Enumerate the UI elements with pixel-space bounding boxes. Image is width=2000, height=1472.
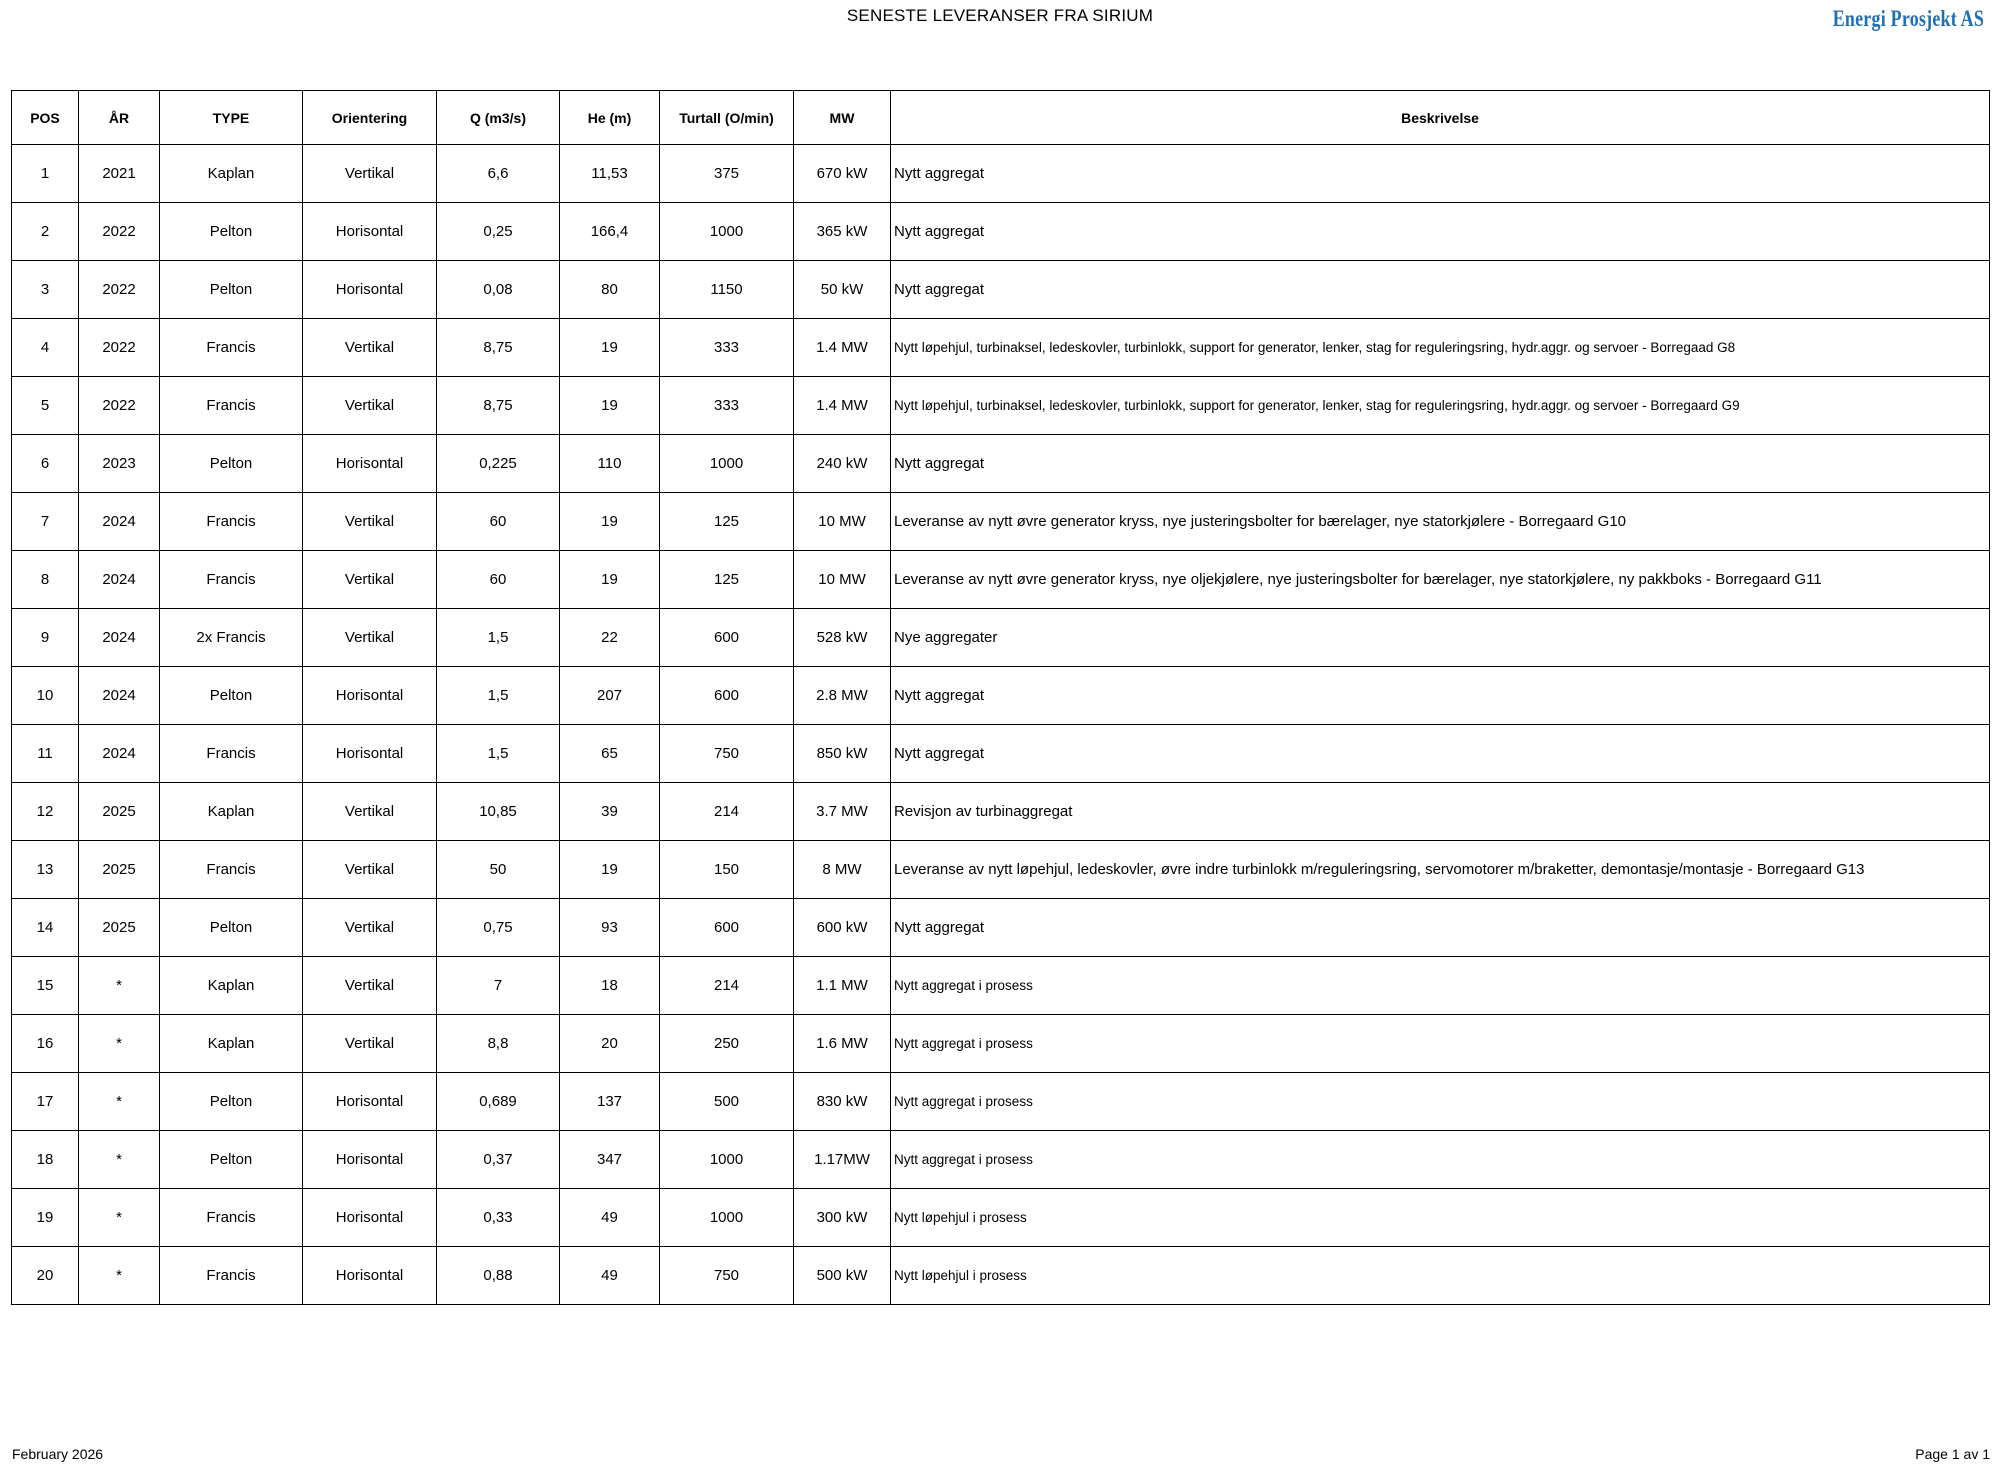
cell-pos: 10 — [12, 667, 79, 725]
cell-head: 19 — [560, 493, 660, 551]
cell-power: 240 kW — [794, 435, 891, 493]
table-row — [12, 899, 1990, 957]
cell-head: 11,53 — [560, 145, 660, 203]
cell-type: Pelton — [160, 203, 303, 261]
cell-power: 850 kW — [794, 725, 891, 783]
cell-flow: 60 — [437, 493, 560, 551]
table-row — [12, 1073, 1990, 1131]
cell-flow: 0,88 — [437, 1247, 560, 1305]
cell-power: 365 kW — [794, 203, 891, 261]
cell-head: 80 — [560, 261, 660, 319]
cell-pos: 19 — [12, 1189, 79, 1247]
cell-speed: 600 — [660, 667, 794, 725]
table-body — [12, 145, 1990, 1305]
column-header-power: MW — [794, 91, 891, 145]
cell-description: Nytt aggregat i prosess — [891, 1131, 1990, 1189]
cell-year: 2023 — [79, 435, 160, 493]
cell-type: Kaplan — [160, 783, 303, 841]
cell-type: Francis — [160, 377, 303, 435]
cell-power: 830 kW — [794, 1073, 891, 1131]
cell-speed: 125 — [660, 551, 794, 609]
cell-flow: 1,5 — [437, 725, 560, 783]
cell-orientation: Vertikal — [303, 609, 437, 667]
cell-year: * — [79, 1189, 160, 1247]
cell-description: Nytt aggregat i prosess — [891, 1073, 1990, 1131]
cell-type: Pelton — [160, 1073, 303, 1131]
cell-type: Francis — [160, 1189, 303, 1247]
cell-head: 19 — [560, 841, 660, 899]
cell-orientation: Vertikal — [303, 493, 437, 551]
cell-head: 207 — [560, 667, 660, 725]
cell-orientation: Horisontal — [303, 725, 437, 783]
cell-head: 166,4 — [560, 203, 660, 261]
cell-year: 2025 — [79, 783, 160, 841]
column-header-pos: POS — [12, 91, 79, 145]
cell-year: 2024 — [79, 667, 160, 725]
column-header-speed: Turtall (O/min) — [660, 91, 794, 145]
cell-head: 18 — [560, 957, 660, 1015]
cell-power: 1.4 MW — [794, 377, 891, 435]
deliveries-table — [11, 90, 1990, 1305]
cell-power: 528 kW — [794, 609, 891, 667]
cell-speed: 250 — [660, 1015, 794, 1073]
cell-flow: 7 — [437, 957, 560, 1015]
cell-description: Leveranse av nytt øvre generator kryss, nye justeringsbolter for bærelager, nye statorkjølere - Borregaard G10 — [891, 493, 1990, 551]
cell-description: Nytt aggregat i prosess — [891, 957, 1990, 1015]
cell-type: Pelton — [160, 667, 303, 725]
column-header-description: Beskrivelse — [891, 91, 1990, 145]
table-row — [12, 203, 1990, 261]
cell-head: 19 — [560, 319, 660, 377]
cell-year: * — [79, 1015, 160, 1073]
table-row — [12, 377, 1990, 435]
cell-flow: 60 — [437, 551, 560, 609]
cell-orientation: Horisontal — [303, 261, 437, 319]
table-row — [12, 1189, 1990, 1247]
cell-head: 19 — [560, 551, 660, 609]
cell-type: Kaplan — [160, 957, 303, 1015]
cell-year: * — [79, 1247, 160, 1305]
cell-year: 2024 — [79, 609, 160, 667]
cell-speed: 333 — [660, 377, 794, 435]
cell-type: Francis — [160, 551, 303, 609]
cell-orientation: Vertikal — [303, 145, 437, 203]
cell-flow: 0,75 — [437, 899, 560, 957]
cell-power: 500 kW — [794, 1247, 891, 1305]
cell-type: Francis — [160, 493, 303, 551]
cell-flow: 0,689 — [437, 1073, 560, 1131]
cell-power: 600 kW — [794, 899, 891, 957]
cell-pos: 8 — [12, 551, 79, 609]
table-row — [12, 261, 1990, 319]
cell-head: 49 — [560, 1247, 660, 1305]
cell-flow: 8,75 — [437, 377, 560, 435]
cell-speed: 1150 — [660, 261, 794, 319]
cell-pos: 13 — [12, 841, 79, 899]
cell-year: 2025 — [79, 899, 160, 957]
cell-description: Leveranse av nytt øvre generator kryss, nye oljekjølere, nye justeringsbolter for bærelager, nye statorkjølere, ny pakkboks - Borregaard G11 — [891, 551, 1990, 609]
cell-type: Pelton — [160, 435, 303, 493]
cell-description: Nytt løpehjul i prosess — [891, 1189, 1990, 1247]
cell-speed: 500 — [660, 1073, 794, 1131]
cell-orientation: Vertikal — [303, 319, 437, 377]
cell-orientation: Horisontal — [303, 435, 437, 493]
table-row — [12, 319, 1990, 377]
cell-type: 2x Francis — [160, 609, 303, 667]
cell-speed: 750 — [660, 1247, 794, 1305]
table-row — [12, 1015, 1990, 1073]
column-header-head: He (m) — [560, 91, 660, 145]
cell-flow: 0,25 — [437, 203, 560, 261]
cell-type: Pelton — [160, 899, 303, 957]
table-row — [12, 667, 1990, 725]
table-row — [12, 1131, 1990, 1189]
cell-pos: 3 — [12, 261, 79, 319]
cell-speed: 214 — [660, 957, 794, 1015]
cell-flow: 1,5 — [437, 609, 560, 667]
cell-power: 1.6 MW — [794, 1015, 891, 1073]
cell-head: 347 — [560, 1131, 660, 1189]
cell-orientation: Vertikal — [303, 841, 437, 899]
cell-orientation: Vertikal — [303, 1015, 437, 1073]
cell-year: 2024 — [79, 551, 160, 609]
table-row — [12, 551, 1990, 609]
cell-power: 50 kW — [794, 261, 891, 319]
cell-speed: 333 — [660, 319, 794, 377]
cell-pos: 6 — [12, 435, 79, 493]
cell-year: 2025 — [79, 841, 160, 899]
cell-year: 2022 — [79, 203, 160, 261]
cell-head: 19 — [560, 377, 660, 435]
cell-orientation: Vertikal — [303, 377, 437, 435]
cell-power: 8 MW — [794, 841, 891, 899]
cell-orientation: Horisontal — [303, 667, 437, 725]
cell-flow: 10,85 — [437, 783, 560, 841]
cell-pos: 7 — [12, 493, 79, 551]
cell-pos: 20 — [12, 1247, 79, 1305]
cell-description: Nytt aggregat — [891, 725, 1990, 783]
cell-flow: 6,6 — [437, 145, 560, 203]
column-header-orientation: Orientering — [303, 91, 437, 145]
cell-pos: 4 — [12, 319, 79, 377]
cell-orientation: Vertikal — [303, 783, 437, 841]
cell-power: 2.8 MW — [794, 667, 891, 725]
cell-pos: 11 — [12, 725, 79, 783]
cell-head: 110 — [560, 435, 660, 493]
cell-speed: 750 — [660, 725, 794, 783]
column-header-flow: Q (m3/s) — [437, 91, 560, 145]
table-row — [12, 783, 1990, 841]
cell-speed: 150 — [660, 841, 794, 899]
cell-head: 39 — [560, 783, 660, 841]
page-title: SENESTE LEVERANSER FRA SIRIUM — [846, 6, 1154, 25]
table-row — [12, 493, 1990, 551]
cell-power: 1.1 MW — [794, 957, 891, 1015]
cell-type: Francis — [160, 841, 303, 899]
cell-pos: 5 — [12, 377, 79, 435]
cell-head: 137 — [560, 1073, 660, 1131]
cell-year: 2024 — [79, 725, 160, 783]
cell-year: 2022 — [79, 261, 160, 319]
cell-power: 1.17MW — [794, 1131, 891, 1189]
cell-power: 1.4 MW — [794, 319, 891, 377]
cell-speed: 600 — [660, 609, 794, 667]
cell-year: 2022 — [79, 319, 160, 377]
cell-flow: 0,225 — [437, 435, 560, 493]
cell-pos: 17 — [12, 1073, 79, 1131]
cell-flow: 8,8 — [437, 1015, 560, 1073]
cell-year: 2024 — [79, 493, 160, 551]
cell-pos: 16 — [12, 1015, 79, 1073]
cell-type: Francis — [160, 725, 303, 783]
cell-type: Kaplan — [160, 1015, 303, 1073]
cell-orientation: Vertikal — [303, 899, 437, 957]
cell-speed: 1000 — [660, 435, 794, 493]
cell-orientation: Horisontal — [303, 1131, 437, 1189]
cell-description: Nytt løpehjul, turbinaksel, ledeskovler, turbinlokk, support for generator, lenker, stag for reguleringsring, hydr.aggr. og servoer - Borregaad G8 — [891, 319, 1990, 377]
cell-speed: 1000 — [660, 203, 794, 261]
cell-type: Francis — [160, 319, 303, 377]
cell-flow: 50 — [437, 841, 560, 899]
table-row — [12, 145, 1990, 203]
company-logo: Energi Prosjekt AS — [1832, 6, 1984, 31]
cell-flow: 8,75 — [437, 319, 560, 377]
cell-pos: 15 — [12, 957, 79, 1015]
table-header-row — [12, 91, 1990, 145]
cell-description: Nytt aggregat — [891, 667, 1990, 725]
cell-speed: 600 — [660, 899, 794, 957]
column-header-year: ÅR — [79, 91, 160, 145]
cell-orientation: Vertikal — [303, 957, 437, 1015]
footer-date: February 2026 — [12, 1446, 104, 1462]
cell-orientation: Horisontal — [303, 203, 437, 261]
cell-orientation: Horisontal — [303, 1247, 437, 1305]
cell-pos: 9 — [12, 609, 79, 667]
cell-power: 3.7 MW — [794, 783, 891, 841]
cell-head: 65 — [560, 725, 660, 783]
cell-orientation: Horisontal — [303, 1189, 437, 1247]
column-header-type: TYPE — [160, 91, 303, 145]
cell-orientation: Horisontal — [303, 1073, 437, 1131]
cell-speed: 214 — [660, 783, 794, 841]
table-row — [12, 1247, 1990, 1305]
cell-year: * — [79, 1131, 160, 1189]
cell-head: 93 — [560, 899, 660, 957]
cell-description: Nytt løpehjul, turbinaksel, ledeskovler, turbinlokk, support for generator, lenker, stag for reguleringsring, hydr.aggr. og servoer - Borregaard G9 — [891, 377, 1990, 435]
cell-type: Pelton — [160, 1131, 303, 1189]
table-row — [12, 725, 1990, 783]
table-row — [12, 841, 1990, 899]
cell-power: 670 kW — [794, 145, 891, 203]
cell-description: Nytt aggregat — [891, 261, 1990, 319]
cell-speed: 125 — [660, 493, 794, 551]
cell-head: 20 — [560, 1015, 660, 1073]
cell-pos: 14 — [12, 899, 79, 957]
cell-power: 10 MW — [794, 493, 891, 551]
cell-description: Nytt aggregat i prosess — [891, 1015, 1990, 1073]
cell-description: Nytt aggregat — [891, 435, 1990, 493]
cell-orientation: Vertikal — [303, 551, 437, 609]
footer-page-number: Page 1 av 1 — [1915, 1446, 1990, 1462]
table-row — [12, 957, 1990, 1015]
cell-type: Kaplan — [160, 145, 303, 203]
cell-flow: 0,37 — [437, 1131, 560, 1189]
cell-type: Pelton — [160, 261, 303, 319]
cell-year: * — [79, 1073, 160, 1131]
cell-description: Nye aggregater — [891, 609, 1990, 667]
cell-flow: 0,33 — [437, 1189, 560, 1247]
cell-speed: 1000 — [660, 1189, 794, 1247]
cell-description: Nytt aggregat — [891, 203, 1990, 261]
cell-description: Leveranse av nytt løpehjul, ledeskovler, øvre indre turbinlokk m/reguleringsring, servomotorer m/braketter, demontasje/montasje - Borregaard G13 — [891, 841, 1990, 899]
table-row — [12, 609, 1990, 667]
cell-power: 300 kW — [794, 1189, 891, 1247]
table-row — [12, 435, 1990, 493]
cell-description: Nytt aggregat — [891, 899, 1990, 957]
cell-description: Nytt løpehjul i prosess — [891, 1247, 1990, 1305]
cell-speed: 1000 — [660, 1131, 794, 1189]
cell-type: Francis — [160, 1247, 303, 1305]
cell-pos: 2 — [12, 203, 79, 261]
cell-power: 10 MW — [794, 551, 891, 609]
cell-pos: 12 — [12, 783, 79, 841]
cell-year: 2022 — [79, 377, 160, 435]
cell-description: Nytt aggregat — [891, 145, 1990, 203]
cell-description: Revisjon av turbinaggregat — [891, 783, 1990, 841]
cell-head: 49 — [560, 1189, 660, 1247]
cell-flow: 1,5 — [437, 667, 560, 725]
cell-speed: 375 — [660, 145, 794, 203]
cell-pos: 1 — [12, 145, 79, 203]
cell-year: 2021 — [79, 145, 160, 203]
cell-head: 22 — [560, 609, 660, 667]
cell-pos: 18 — [12, 1131, 79, 1189]
cell-flow: 0,08 — [437, 261, 560, 319]
cell-year: * — [79, 957, 160, 1015]
